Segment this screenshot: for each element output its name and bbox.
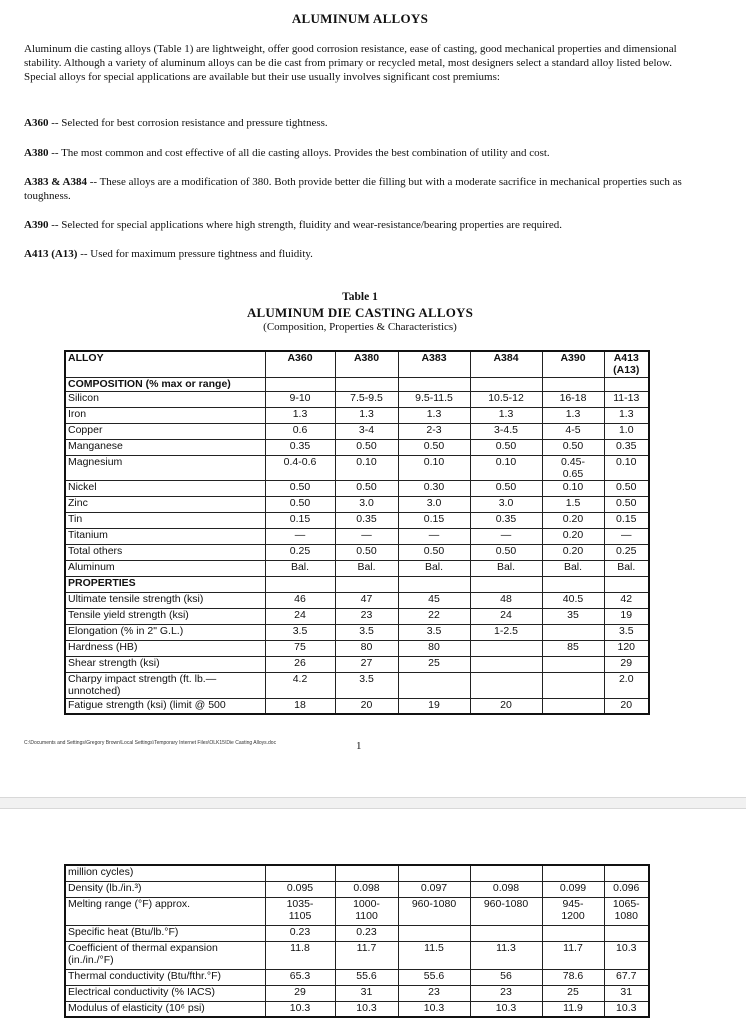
table-cell: 45 [398,592,470,608]
table-cell: 0.23 [265,925,335,941]
table-cell [542,576,604,592]
table-cell: 0.35 [335,512,398,528]
table-cell: 67.7 [604,969,649,985]
table-cell [470,640,542,656]
table-cell: Manganese [65,439,265,455]
table-cell: 9-10 [265,391,335,407]
alloy-paragraph-a383-a384 [24,175,714,203]
table-cell: 19 [398,698,470,714]
table-cell [470,865,542,881]
table-cell [470,377,542,391]
table-row [65,624,649,640]
table-cell: Iron [65,407,265,423]
table-row [65,865,649,881]
table-cell: 11.7 [335,941,398,969]
alloy-paragraph-a360 [24,116,714,130]
table-subtitle: (Composition, Properties & Characteristics) [263,321,457,333]
table-cell: 10.3 [398,1001,470,1017]
table-cell [335,865,398,881]
table-cell: Bal. [335,560,398,576]
table-cell: ALLOY [65,351,265,377]
table-cell: Charpy impact strength (ft. lb.— unnotched) [65,672,265,698]
table-cell: 0.095 [265,881,335,897]
table-cell: 0.50 [335,544,398,560]
table-row [65,512,649,528]
table-cell: Magnesium [65,455,265,480]
table-cell: A384 [470,351,542,377]
table-cell: Bal. [542,560,604,576]
table-cell: 2-3 [398,423,470,439]
table-cell: 3.5 [604,624,649,640]
table-cell: 0.20 [542,544,604,560]
table-cell: 11.5 [398,941,470,969]
table-cell: 1.3 [470,407,542,423]
table-cell: 1.0 [604,423,649,439]
table-cell: Hardness (HB) [65,640,265,656]
table-cell: — [265,528,335,544]
table-row [65,544,649,560]
table-cell: Silicon [65,391,265,407]
table-cell: 27 [335,656,398,672]
table-row [65,439,649,455]
table-cell: 0.097 [398,881,470,897]
table-cell: Aluminum [65,560,265,576]
table-cell: Thermal conductivity (Btu/fthr.°F) [65,969,265,985]
table-cell: 23 [335,608,398,624]
table-cell: Total others [65,544,265,560]
table-cell: Bal. [470,560,542,576]
table-row [65,640,649,656]
alloy-description: -- Selected for best corrosion resistance and pressure tightness. [48,117,328,129]
table-cell: 23 [470,985,542,1001]
table-cell: 0.15 [604,512,649,528]
table-cell: 55.6 [335,969,398,985]
table-cell: 960-1080 [470,897,542,925]
table-cell: Melting range (°F) approx. [65,897,265,925]
table-cell: 29 [604,656,649,672]
intro-paragraph: Aluminum die casting alloys (Table 1) are lightweight, offer good corrosion resistance, ease of casting, good mechanical properties and dimensional stability. Although a variety of aluminum alloys can be die cast from primary or recycled metal, most designers select a standard alloy listed below. Special alloys for special applications are available but their use usually involves significant cost premiums: [24,43,677,83]
table-cell [604,377,649,391]
table-cell: 1.5 [542,496,604,512]
table-cell: 0.4-0.6 [265,455,335,480]
table-cell: Tin [65,512,265,528]
table-cell: 20 [604,698,649,714]
table-cell: Tensile yield strength (ksi) [65,608,265,624]
table-cell [335,377,398,391]
table-cell: 3.5 [265,624,335,640]
table-cell: 29 [265,985,335,1001]
table-cell: 40.5 [542,592,604,608]
table-cell [604,576,649,592]
table-cell [542,656,604,672]
table-cell: 31 [335,985,398,1001]
table-cell: Titanium [65,528,265,544]
table-cell: 0.35 [604,439,649,455]
table-cell: Zinc [65,496,265,512]
table-cell: 3.0 [398,496,470,512]
table-cell: 1000- 1100 [335,897,398,925]
table-cell: 10.3 [265,1001,335,1017]
table-cell: 0.10 [398,455,470,480]
table-cell: 11.9 [542,1001,604,1017]
table-row [65,480,649,496]
table-cell: — [398,528,470,544]
table-cell: A383 [398,351,470,377]
table-cell: 9.5-11.5 [398,391,470,407]
table-row [65,985,649,1001]
table-cell: 0.50 [470,439,542,455]
table-cell: — [470,528,542,544]
table-cell: 0.25 [265,544,335,560]
table-cell: 0.50 [265,480,335,496]
table-row [65,377,649,391]
table-cell: 20 [335,698,398,714]
table-cell: 23 [398,985,470,1001]
table-cell: 3-4 [335,423,398,439]
table-row [65,897,649,925]
table-cell: 31 [604,985,649,1001]
table-cell [398,865,470,881]
table-cell [542,672,604,698]
alloy-description: -- Selected for special applications where high strength, fluidity and wear-resistance/bearing properties are required. [48,219,562,231]
table-cell [335,576,398,592]
table-cell: 0.098 [470,881,542,897]
table-cell [398,377,470,391]
table-cell: 0.35 [470,512,542,528]
table-row [65,941,649,969]
table-row [65,592,649,608]
table-cell: 0.30 [398,480,470,496]
table-cell: 25 [398,656,470,672]
alloy-paragraph-a380 [24,146,714,160]
table-cell: 0.10 [335,455,398,480]
table-cell: 22 [398,608,470,624]
table-cell: 20 [470,698,542,714]
table-cell [265,377,335,391]
table-cell: Electrical conductivity (% IACS) [65,985,265,1001]
table-cell: Density (lb./in.³) [65,881,265,897]
table-cell: A413 (A13) [604,351,649,377]
table-cell: 0.15 [398,512,470,528]
table-cell: 10.3 [470,1001,542,1017]
table-cell: 0.20 [542,528,604,544]
table-cell: 3.0 [335,496,398,512]
table-cell: 1035- 1105 [265,897,335,925]
table-cell: 0.15 [265,512,335,528]
table-cell [398,925,470,941]
table-cell: Shear strength (ksi) [65,656,265,672]
table-cell: — [335,528,398,544]
table-cell: 1.3 [542,407,604,423]
table-cell: 0.6 [265,423,335,439]
table-cell: Nickel [65,480,265,496]
table-cell: 47 [335,592,398,608]
alloy-description: -- Used for maximum pressure tightness and fluidity. [77,248,313,260]
table-cell: 80 [335,640,398,656]
table-cell: 0.10 [470,455,542,480]
table-row [65,496,649,512]
page-number: 1 [356,740,362,752]
alloy-name: A413 (A13) [24,248,78,260]
table-cell: 0.50 [265,496,335,512]
table-cell: Bal. [604,560,649,576]
table-cell: 0.50 [604,496,649,512]
table-cell: A380 [335,351,398,377]
table-cell: 4.2 [265,672,335,698]
table-cell: 56 [470,969,542,985]
table-cell: 78.6 [542,969,604,985]
table-row [65,672,649,698]
table-cell [604,865,649,881]
table-title: ALUMINUM DIE CASTING ALLOYS [246,305,474,320]
table-cell: 0.50 [335,480,398,496]
table-cell: million cycles) [65,865,265,881]
table-cell: 18 [265,698,335,714]
table-cell: 1065- 1080 [604,897,649,925]
table-cell: 24 [470,608,542,624]
table-cell: 0.10 [604,455,649,480]
table-cell: 42 [604,592,649,608]
document-title: ALUMINUM ALLOYS [291,11,429,26]
table-cell: 25 [542,985,604,1001]
footer-file-path: C:\Documents and Settings\Gregory Brown\Local Settings\Temporary Internet Files\OLK15\Die Casting Alloys.doc [24,740,277,746]
page-break [0,797,746,809]
table-cell [542,865,604,881]
table-row [65,608,649,624]
table-cell: 3.5 [335,672,398,698]
table-cell: 24 [265,608,335,624]
table-cell: 0.23 [335,925,398,941]
alloy-table-part-2 [64,864,650,1018]
table-cell: Modulus of elasticity (10⁶ psi) [65,1001,265,1017]
table-cell: 1.3 [604,407,649,423]
alloy-description: -- The most common and cost effective of all die casting alloys. Provides the best combination of utility and cost. [48,147,550,159]
table-cell [470,656,542,672]
table-cell: Bal. [265,560,335,576]
table-row [65,1001,649,1017]
table-cell: 0.25 [604,544,649,560]
alloy-name: A360 [24,117,49,129]
table-row [65,969,649,985]
table-cell: 0.50 [470,480,542,496]
table-cell: 3.5 [398,624,470,640]
table-cell: 48 [470,592,542,608]
table-cell: 1.3 [265,407,335,423]
table-label: Table 1 [342,291,378,303]
table-cell: Coefficient of thermal expansion (in./in./°F) [65,941,265,969]
table-cell: Copper [65,423,265,439]
table-cell [542,624,604,640]
alloy-name: A390 [24,219,49,231]
table-row [65,528,649,544]
table-cell: 0.50 [542,439,604,455]
table-cell [542,377,604,391]
table-cell: 3.0 [470,496,542,512]
table-cell: 65.3 [265,969,335,985]
table-cell: Ultimate tensile strength (ksi) [65,592,265,608]
table-cell [470,576,542,592]
table-cell: — [604,528,649,544]
table-cell [542,698,604,714]
table-cell: 11.8 [265,941,335,969]
table-cell: 10.3 [604,1001,649,1017]
table-cell: 55.6 [398,969,470,985]
table-cell: Bal. [398,560,470,576]
table-cell: 11.7 [542,941,604,969]
table-cell: 4-5 [542,423,604,439]
table-cell: 10.3 [335,1001,398,1017]
table-cell: 0.50 [604,480,649,496]
table-cell: 0.50 [398,544,470,560]
table-cell [265,576,335,592]
table-cell [398,576,470,592]
table-row [65,698,649,714]
table-cell: 26 [265,656,335,672]
table-cell: 85 [542,640,604,656]
alloy-name: A383 & A384 [24,176,87,188]
table-row [65,423,649,439]
table-cell: 19 [604,608,649,624]
table-cell: 1-2.5 [470,624,542,640]
alloy-paragraph-a390 [24,218,714,232]
table-cell [265,865,335,881]
table-row [65,351,649,377]
table-cell: 3.5 [335,624,398,640]
table-cell: COMPOSITION (% max or range) [65,377,265,391]
table-cell: 0.50 [335,439,398,455]
table-cell: 35 [542,608,604,624]
table-cell: 1.3 [398,407,470,423]
table-cell: 80 [398,640,470,656]
table-cell [542,925,604,941]
table-row [65,576,649,592]
table-row [65,455,649,480]
table-cell: 0.45- 0.65 [542,455,604,480]
table-cell: 7.5-9.5 [335,391,398,407]
alloy-name: A380 [24,147,49,159]
table-cell: 0.10 [542,480,604,496]
table-cell: 0.099 [542,881,604,897]
table-cell: PROPERTIES [65,576,265,592]
table-cell: 10.5-12 [470,391,542,407]
table-cell [398,672,470,698]
table-row [65,560,649,576]
table-cell [604,925,649,941]
alloy-description: -- These alloys are a modification of 380. Both provide better die filling but with a moderate sacrifice in mechanical properties such as toughness. [24,176,682,202]
table-cell: 75 [265,640,335,656]
table-cell: 0.50 [398,439,470,455]
table-cell: 0.098 [335,881,398,897]
table-cell: 10.3 [604,941,649,969]
table-cell: 0.096 [604,881,649,897]
table-cell: 945- 1200 [542,897,604,925]
table-cell: 2.0 [604,672,649,698]
table-cell: 0.35 [265,439,335,455]
alloy-paragraph-a413 [24,247,714,261]
table-cell: 11-13 [604,391,649,407]
alloy-table-part-1 [64,350,650,715]
table-cell [470,925,542,941]
table-cell: 0.20 [542,512,604,528]
table-cell: 11.3 [470,941,542,969]
table-cell: Fatigue strength (ksi) (limit @ 500 [65,698,265,714]
table-row [65,407,649,423]
table-row [65,391,649,407]
table-row [65,656,649,672]
table-cell: A390 [542,351,604,377]
table-row [65,925,649,941]
table-cell: 16-18 [542,391,604,407]
table-cell: 960-1080 [398,897,470,925]
table-cell: Elongation (% in 2" G.L.) [65,624,265,640]
table-cell: 46 [265,592,335,608]
table-row [65,881,649,897]
table-cell: 3-4.5 [470,423,542,439]
table-cell: Specific heat (Btu/lb.°F) [65,925,265,941]
table-cell [470,672,542,698]
table-cell: 0.50 [470,544,542,560]
table-cell: 120 [604,640,649,656]
table-cell: A360 [265,351,335,377]
table-cell: 1.3 [335,407,398,423]
